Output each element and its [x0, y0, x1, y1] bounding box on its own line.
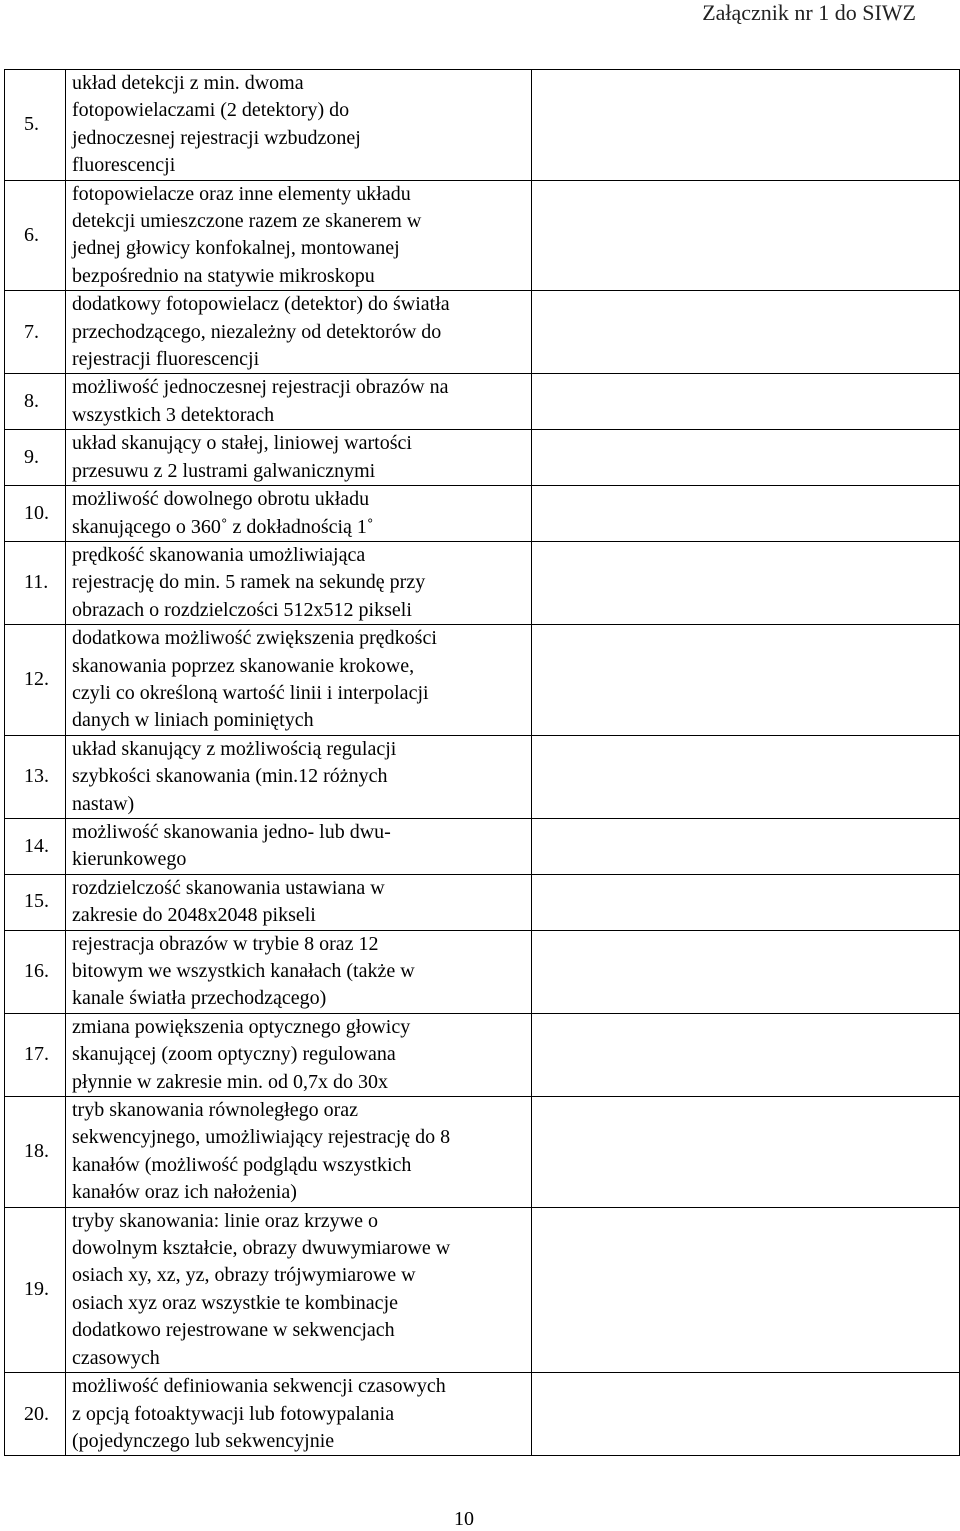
requirement-cell: [66, 541, 532, 624]
table-row: [5, 930, 960, 1013]
table-row: [5, 180, 960, 291]
row-number: 13.: [5, 735, 66, 818]
row-number: 20.: [5, 1373, 66, 1456]
answer-cell[interactable]: [532, 1013, 960, 1096]
answer-cell[interactable]: [532, 1207, 960, 1372]
row-number: 19.: [5, 1207, 66, 1372]
requirement-text: tryb skanowania równoległego oraz sekwencyjnego, umożliwiający rejestrację do 8 kanałów (możliwość podglądu wszystkich kanałów oraz ich nałożenia): [72, 1099, 451, 1204]
table-row: [5, 818, 960, 874]
answer-cell[interactable]: [532, 541, 960, 624]
table-row: [5, 291, 960, 374]
table-row: [5, 374, 960, 430]
requirement-text: układ detekcji z min. dwoma fotopowielaczami (2 detektory) do jednoczesnej rejestracji wzbudzonej fluorescencji: [72, 72, 361, 177]
requirement-cell: [66, 735, 532, 818]
requirement-cell: [66, 374, 532, 430]
row-number: 5.: [5, 70, 66, 181]
answer-cell[interactable]: [532, 818, 960, 874]
answer-cell[interactable]: [532, 430, 960, 486]
row-number: 7.: [5, 291, 66, 374]
table-row: [5, 1097, 960, 1208]
requirement-text: możliwość skanowania jedno- lub dwu- kierunkowego: [72, 820, 391, 871]
requirement-cell: [66, 1013, 532, 1096]
row-number: 6.: [5, 180, 66, 291]
requirement-cell: [66, 930, 532, 1013]
requirement-text: rozdzielczość skanowania ustawiana w zakresie do 2048x2048 pikseli: [72, 876, 385, 927]
requirement-text: możliwość jednoczesnej rejestracji obrazów na wszystkich 3 detektorach: [72, 376, 449, 426]
answer-cell[interactable]: [532, 70, 960, 181]
row-number: 14.: [5, 818, 66, 874]
requirement-cell: [66, 874, 532, 930]
answer-cell[interactable]: [532, 1373, 960, 1456]
answer-cell[interactable]: [532, 625, 960, 736]
specification-table-body: [5, 70, 960, 1456]
requirement-text: prędkość skanowania umożliwiająca rejestrację do min. 5 ramek na sekundę przy obrazach o rozdzielczości 512x512 pikseli: [72, 543, 426, 621]
table-row: [5, 1373, 960, 1456]
table-row: [5, 430, 960, 486]
answer-cell[interactable]: [532, 930, 960, 1013]
requirement-cell: [66, 486, 532, 542]
table-row: [5, 735, 960, 818]
answer-cell[interactable]: [532, 735, 960, 818]
row-number: 17.: [5, 1013, 66, 1096]
answer-cell[interactable]: [532, 1097, 960, 1208]
requirement-text: układ skanujący o stałej, liniowej wartości przesuwu z 2 lustrami galwanicznymi: [72, 432, 412, 482]
requirement-text: możliwość dowolnego obrotu układu skanującego o 360˚ z dokładnością 1˚: [72, 488, 374, 538]
row-number: 11.: [5, 541, 66, 624]
answer-cell[interactable]: [532, 486, 960, 542]
requirement-text: dodatkowy fotopowielacz (detektor) do światła przechodzącego, niezależny od detektorów do rejestracji fluorescencji: [72, 293, 450, 371]
row-number: 8.: [5, 374, 66, 430]
requirement-cell: [66, 180, 532, 291]
table-row: [5, 1013, 960, 1096]
requirement-text: możliwość definiowania sekwencji czasowych z opcją fotoaktywacji lub fotowypalania (pojedynczego lub sekwencyjnie: [72, 1375, 446, 1452]
answer-cell[interactable]: [532, 291, 960, 374]
table-row: [5, 541, 960, 624]
requirement-cell: [66, 1373, 532, 1456]
page-number: 10: [454, 1508, 474, 1530]
requirement-text: rejestracja obrazów w trybie 8 oraz 12 bitowym we wszystkich kanałach (także w kanale światła przechodzącego): [72, 932, 415, 1010]
attachment-label: Załącznik nr 1 do SIWZ: [702, 0, 916, 25]
row-number: 10.: [5, 486, 66, 542]
requirement-text: fotopowielacze oraz inne elementy układu detekcji umieszczone razem ze skanerem w jednej głowicy konfokalnej, montowanej bezpośrednio na statywie mikroskopu: [72, 182, 422, 287]
requirement-text: dodatkowa możliwość zwiększenia prędkości skanowania poprzez skanowanie krokowe, czyli co określoną wartość linii i interpolacji danych w liniach pominiętych: [72, 627, 437, 732]
answer-cell[interactable]: [532, 180, 960, 291]
requirement-cell: [66, 291, 532, 374]
row-number: 16.: [5, 930, 66, 1013]
row-number: 15.: [5, 874, 66, 930]
table-row: [5, 1207, 960, 1372]
requirement-cell: [66, 625, 532, 736]
row-number: 18.: [5, 1097, 66, 1208]
requirement-text: zmiana powiększenia optycznego głowicy skanującej (zoom optyczny) regulowana płynnie w zakresie min. od 0,7x do 30x: [72, 1015, 411, 1093]
table-row: [5, 625, 960, 736]
answer-cell[interactable]: [532, 374, 960, 430]
requirement-cell: [66, 818, 532, 874]
requirement-cell: [66, 1097, 532, 1208]
requirement-cell: [66, 1207, 532, 1372]
table-row: [5, 486, 960, 542]
requirement-cell: [66, 70, 532, 181]
table-row: [5, 874, 960, 930]
specification-table: [4, 69, 960, 1456]
table-row: [5, 70, 960, 181]
requirement-cell: [66, 430, 532, 486]
requirement-text: tryby skanowania: linie oraz krzywe o dowolnym kształcie, obrazy dwuwymiarowe w osiach xy, xz, yz, obrazy trójwymiarowe w osiach xyz oraz wszystkie te kombinacje dodatkowo rejestrowane w sekwencjach czasowych: [72, 1209, 451, 1369]
answer-cell[interactable]: [532, 874, 960, 930]
row-number: 12.: [5, 625, 66, 736]
requirement-text: układ skanujący z możliwością regulacji szybkości skanowania (min.12 różnych nastaw): [72, 737, 397, 815]
row-number: 9.: [5, 430, 66, 486]
